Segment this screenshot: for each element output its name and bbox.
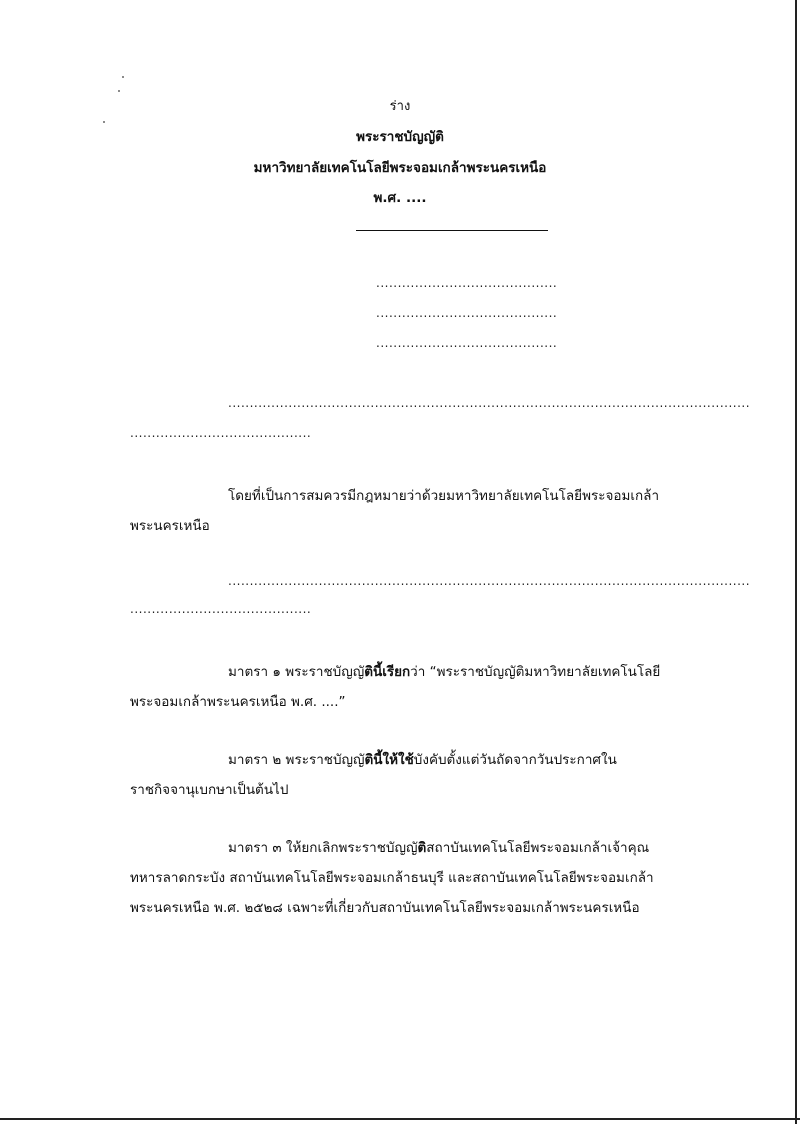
section-1-text-bold: ตินี้เรียก: [364, 664, 411, 680]
signature-dots-1: ..........................................: [376, 276, 558, 290]
section-1-text-b: ว่า “พระราชบัญญัติมหาวิทยาลัยเทคโนโลยี: [410, 664, 661, 680]
signature-dots-2: ..........................................: [376, 306, 558, 320]
section-1-line-2: พระจอมเกล้าพระนครเหนือ พ.ศ. ....”: [130, 694, 346, 710]
enact-dots-2: ..........................................: [130, 602, 312, 616]
scan-speck: [118, 90, 120, 92]
whereas-line-1: โดยที่เป็นการสมควรมีกฎหมายว่าด้วยมหาวิทยาลัยเทคโนโลยีพระจอมเกล้า: [228, 488, 660, 504]
section-2-line-1: [228, 748, 617, 770]
scan-speck: [122, 76, 124, 78]
section-2-text-b: บังคับตั้งแต่วันถัดจากวันประกาศใน: [413, 752, 617, 768]
year-line: พ.ศ. ....: [373, 190, 427, 206]
draft-label: ร่าง: [389, 99, 411, 114]
section-2-text-bold: ตินี้ให้ใช้: [364, 752, 414, 768]
preamble-dots-2: ..........................................: [130, 426, 312, 440]
section-3-line-3: พระนครเหนือ พ.ศ. ๒๕๒๘ เฉพาะที่เกี่ยวกับสถาบันเทคโนโลยีพระจอมเกล้าพระนครเหนือ: [130, 900, 640, 916]
act-title: พระราชบัญญัติ: [356, 129, 444, 145]
enact-dots-1: .........................................................................................................................: [228, 574, 751, 588]
section-3-text-b: สถาบันเทคโนโลยีพระจอมเกล้าเจ้าคุณ: [426, 840, 650, 856]
title-underline: [356, 230, 548, 231]
section-2-line-2: ราชกิจจานุเบกษาเป็นต้นไป: [130, 782, 289, 798]
section-1-line-1: [228, 660, 660, 682]
preamble-dots-1: .........................................................................................................................: [228, 396, 751, 410]
scan-edge-bottom: [0, 1118, 800, 1120]
university-name-title: มหาวิทยาลัยเทคโนโลยีพระจอมเกล้าพระนครเหนือ: [253, 160, 547, 176]
scan-speck: [103, 121, 105, 123]
section-3-text-bold: ติ: [417, 840, 427, 856]
section-3-text-a: มาตรา ๓ ให้ยกเลิกพระราชบัญญั: [228, 840, 418, 856]
section-1-text-a: มาตรา ๑ พระราชบัญญั: [228, 664, 365, 680]
signature-dots-3: ..........................................: [376, 336, 558, 350]
section-3-line-2: ทหารลาดกระบัง สถาบันเทคโนโลยีพระจอมเกล้าธนบุรี และสถาบันเทคโนโลยีพระจอมเกล้า: [130, 870, 654, 886]
section-2-text-a: มาตรา ๒ พระราชบัญญั: [228, 752, 365, 768]
whereas-line-2: พระนครเหนือ: [130, 518, 210, 534]
section-3-line-1: [228, 836, 649, 858]
